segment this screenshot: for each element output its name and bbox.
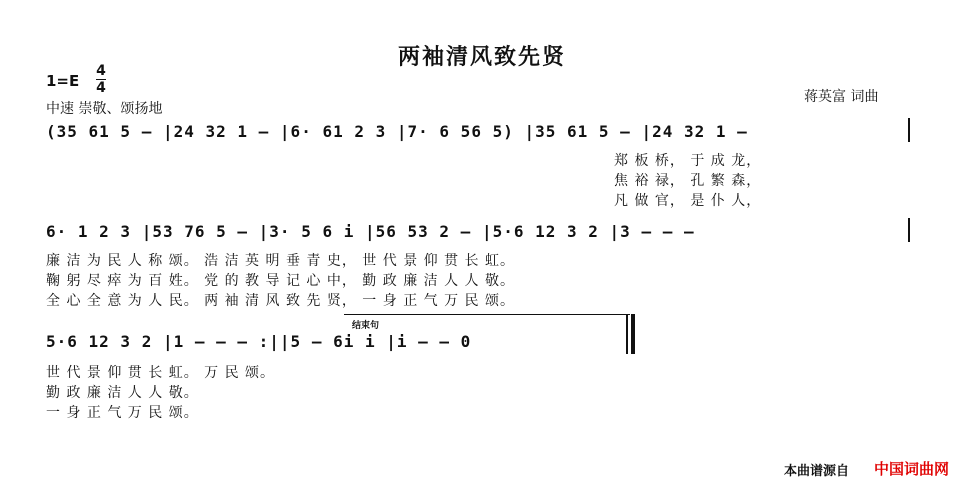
time-signature — [96, 64, 106, 95]
score-title: 两袖清风致先贤 — [397, 44, 566, 70]
time-signature-top: 4 — [96, 63, 106, 79]
system-2-lyric-1: 廉 洁 为 民 人 称 颂。 浩 洁 英 明 垂 青 史， 世 代 景 仰 贯 长 虹。 — [46, 253, 516, 269]
ending-bracket — [344, 314, 630, 315]
system-3-lyric-2: 勤 政 廉 洁 人 人 敬。 — [46, 385, 199, 401]
system-1-lyric-1: 郑 板 桥， 于 成 龙， — [614, 153, 762, 169]
system-1-notes: (35 61 5 – |24 32 1 – |6· 61 2 3 |7· 6 56 5) |35 61 5 – |24 32 1 – — [46, 122, 748, 141]
system-3-lyric-1: 世 代 景 仰 贯 长 虹。 万 民 颂。 — [46, 365, 276, 381]
system-2-end-bar — [908, 218, 910, 242]
system-1-lyric-3: 凡 做 官， 是 仆 人， — [614, 193, 762, 209]
author-credit: 蒋英富 词曲 — [804, 89, 879, 105]
time-signature-bottom: 4 — [96, 80, 106, 96]
system-3-notes: 5·6 12 3 2 |1 – – – :||5 – 6i i |i – – 0 — [46, 332, 472, 351]
system-1-lyric-2: 焦 裕 禄， 孔 繁 森， — [614, 173, 762, 189]
system-2-lyric-3: 全 心 全 意 为 人 民。 两 袖 清 风 致 先 贤， 一 身 正 气 万 民 颂。 — [46, 293, 516, 309]
footer-site-link[interactable]: 中国词曲网 — [874, 460, 950, 478]
system-1-end-bar — [908, 118, 910, 142]
key-signature: 1=E — [46, 72, 80, 90]
final-bar-thin — [626, 314, 628, 354]
ending-label: 结束句 — [352, 321, 380, 331]
system-2-lyric-2: 鞠 躬 尽 瘁 为 百 姓。 党 的 教 导 记 心 中， 勤 政 廉 洁 人 人 敬。 — [46, 273, 516, 289]
tempo-marking: 中速 崇敬、颂扬地 — [46, 101, 163, 117]
system-2-notes: 6· 1 2 3 |53 76 5 – |3· 5 6 i |56 53 2 – |5·6 12 3 2 |3 – – – — [46, 222, 695, 241]
system-3-lyric-3: 一 身 正 气 万 民 颂。 — [46, 405, 199, 421]
footer-source-text: 本曲谱源自 — [784, 464, 850, 479]
final-bar-thick — [631, 314, 635, 354]
